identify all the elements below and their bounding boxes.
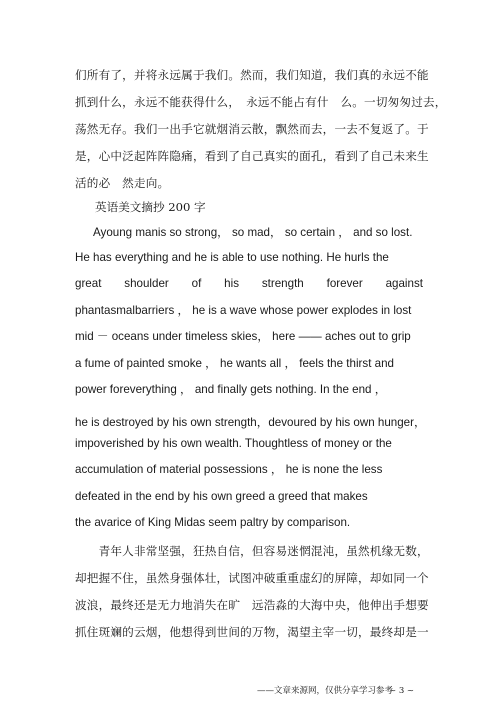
- section-heading: 英语美文摘抄 200 字: [95, 200, 206, 214]
- cn-paragraph-1-line-5: 活的必 然走向。: [75, 176, 170, 190]
- en-paragraph-line-7: power foreverything ， and finally gets nothing. In the end ，: [75, 383, 387, 396]
- en-word: great: [75, 277, 102, 290]
- en-word: of: [191, 277, 202, 290]
- en-word: forever: [326, 277, 363, 290]
- en-word: shoulder: [124, 277, 169, 290]
- cn-paragraph-1-line-3: 荡然无存。我们一出手它就烟消云散，飘然而去，一去不复返了。于: [75, 122, 429, 136]
- en-paragraph-line-8: he is destroyed by his own strength，devoured by his own hunger，: [75, 416, 426, 429]
- en-word: his: [224, 277, 239, 290]
- en-word: against: [385, 277, 423, 290]
- cn-paragraph-2-line-4: 抓住斑斓的云烟，他想得到世间的万物，渴望主宰一切，最终却是一: [75, 625, 429, 639]
- en-paragraph-line-6: a fume of painted smoke ， he wants all ， feels the thirst and: [75, 357, 394, 370]
- cn-paragraph-1-line-2: 抓到什么，永远不能获得什么， 永远不能占有什 么。一切匆匆过去，: [75, 95, 447, 109]
- cn-paragraph-2-line-2: 却把握不住，虽然身强体壮，试图冲破重重虚幻的屏障，却如同一个: [75, 571, 429, 585]
- page-number: ~ 3 ~: [389, 686, 415, 696]
- footer-source-note: ——文章来源网，仅供分享学习参考: [257, 686, 394, 696]
- en-paragraph-line-2: He has everything and he is able to use nothing. He hurls the: [75, 251, 389, 264]
- en-paragraph-line-11: defeated in the end by his own greed a greed that makes: [75, 490, 368, 503]
- en-paragraph-line-10: accumulation of material possessions ， he is none the less: [75, 463, 383, 476]
- en-paragraph-line-1: Ayoung manis so strong， so mad， so certain ， and so lost.: [93, 226, 413, 239]
- en-paragraph-line-4: phantasmalbarriers ， he is a wave whose power explodes in lost: [75, 304, 412, 317]
- cn-paragraph-1-line-1: 们所有了，并将永远属于我们。然而，我们知道，我们真的永远不能: [75, 68, 429, 82]
- cn-paragraph-2-line-1: 青年人非常坚强，狂热自信，但容易迷惘混沌，虽然机缘无数，: [75, 544, 429, 558]
- cn-paragraph-1-line-4: 是，心中泛起阵阵隐痛，看到了自己真实的面孔，看到了自己未来生: [75, 149, 429, 163]
- en-paragraph-line-5: mid － oceans under timeless skies， here —— aches out to grip: [75, 330, 411, 343]
- cn-paragraph-2-line-3: 波浪，最终还是无力地消失在旷 远浩淼的大海中央，他伸出手想要: [75, 598, 429, 612]
- en-paragraph-line-3: [75, 277, 423, 291]
- en-word: strength: [261, 277, 304, 290]
- en-paragraph-line-9: impoverished by his own wealth. Thoughtless of money or the: [75, 437, 392, 450]
- en-paragraph-line-12: the avarice of King Midas seem paltry by comparison.: [75, 516, 351, 529]
